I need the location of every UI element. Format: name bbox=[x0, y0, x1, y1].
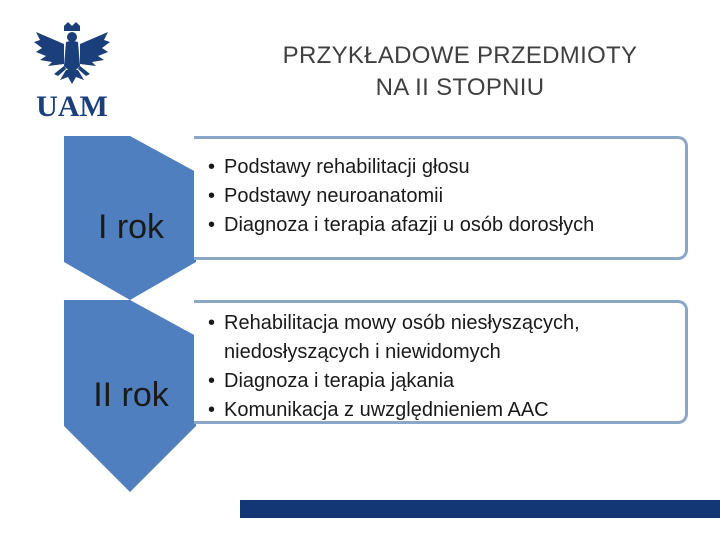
subjects-panel-year-1 bbox=[194, 136, 688, 260]
year-label-1: I rok bbox=[97, 208, 165, 246]
footer-bar bbox=[240, 500, 720, 518]
subject-list bbox=[194, 303, 685, 425]
title-line-2: NA II STOPNIU bbox=[375, 74, 545, 101]
year-label-2: II rok bbox=[93, 376, 169, 414]
list-item: • Diagnoza i terapia afazji u osób dorosłych bbox=[204, 211, 685, 240]
list-item: • Podstawy neuroanatomii bbox=[204, 182, 685, 211]
list-item: • Komunikacja z uwzględnieniem AAC bbox=[204, 396, 685, 425]
list-item: • Rehabilitacja mowy osób niesłyszących, niedosłyszących i niewidomych bbox=[204, 309, 685, 367]
subject-list bbox=[194, 139, 685, 240]
subjects-panel-year-2 bbox=[194, 300, 688, 424]
logo-text: UAM bbox=[36, 90, 108, 122]
list-item: • Diagnoza i terapia jąkania bbox=[204, 367, 685, 396]
list-item: • Podstawy rehabilitacji głosu bbox=[204, 153, 685, 182]
title-line-1: PRZYKŁADOWE PRZEDMIOTY bbox=[282, 42, 638, 69]
